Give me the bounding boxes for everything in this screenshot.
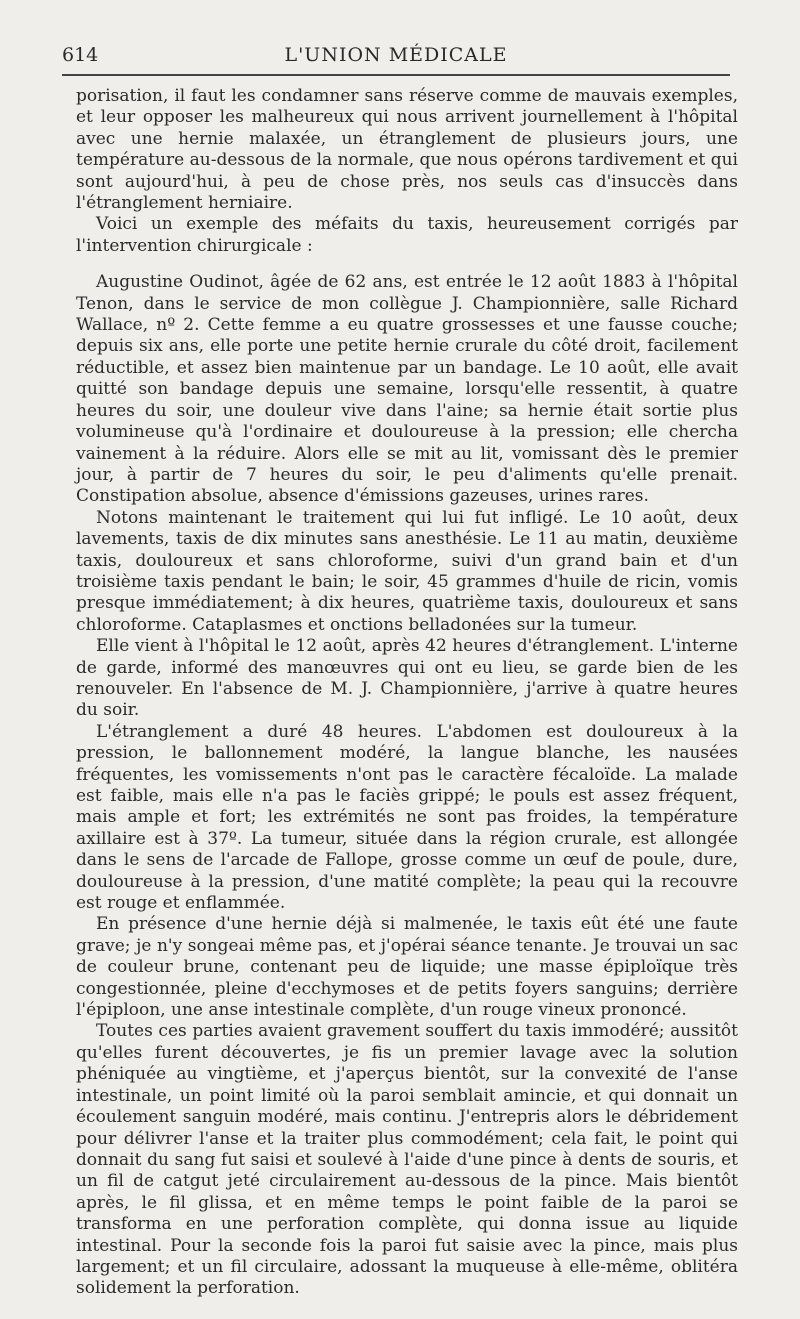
page-number: 614 [62,44,99,66]
body-text [76,86,738,1300]
paragraph-example: Voici un exemple des méfaits du taxis, heureusement corrigés par l'intervention chirurgicale : [76,214,738,256]
paragraph-admission: Elle vient à l'hôpital le 12 août, après 42 heures d'étranglement. L'interne de garde, informé des manœuvres qui ont eu lieu, se garde bien de les renouveler. En l'absence de M. J. Championnière, j'arrive à quatre heures du soir. [76,636,738,721]
paragraph-case-history: Augustine Oudinot, âgée de 62 ans, est entrée le 12 août 1883 à l'hôpital Tenon, dans le service de mon collègue J. Championnière, salle Richard Wallace, nº 2. Cette femme a eu quatre grossesses et une fausse couche; depuis six ans, elle porte une petite hernie crurale du côté droit, facilement réductible, et assez bien maintenue par un bandage. Le 10 août, elle avait quitté son bandage depuis une semaine, lorsqu'elle ressentit, à quatre heures du soir, une douleur vive dans l'aine; sa hernie était sortie plus volumineuse qu'à l'ordinaire et douloureuse à la pression; elle chercha vainement à la réduire. Alors elle se mit au lit, vomissant dès le premier jour, à partir de 7 heures du soir, le peu d'aliments qu'elle prenait. Constipation absolue, absence d'émissions gazeuses, urines rares. [76,272,738,507]
paragraph-intro: porisation, il faut les condamner sans réserve comme de mauvais exemples, et leur opposer les malheureux qui nous arrivent journellement à l'hôpital avec une hernie malaxée, un étranglement de plusieurs jours, une température au-dessous de la normale, que nous opérons tardivement et qui sont aujourd'hui, à peu de chose près, nos seuls cas d'insuccès dans l'étranglement herniaire. [76,86,738,214]
paragraph-operation: En présence d'une hernie déjà si malmenée, le taxis eût été une faute grave; je n'y songeai même pas, et j'opérai séance tenante. Je trouvai un sac de couleur brune, contenant peu de liquide; une masse épiploïque très congestionnée, pleine d'ecchymoses et de petits foyers sanguins; derrière l'épiploon, une anse intestinale complète, d'un rouge vineux prononcé. [76,914,738,1021]
running-title: L'UNION MÉDICALE [284,44,508,66]
page-header [62,38,730,76]
paragraph-treatment: Notons maintenant le traitement qui lui fut infligé. Le 10 août, deux lavements, taxis de dix minutes sans anesthésie. Le 11 au matin, deuxième taxis, douloureux et sans chloroforme, suivi d'un grand bain et d'un troisième taxis pendant le bain; le soir, 45 grammes d'huile de ricin, vomis presque immédiatement; à dix heures, quatrième taxis, douloureux et sans chloroforme. Cataplasmes et onctions belladonées sur la tumeur. [76,507,738,635]
paragraph-examination: L'étranglement a duré 48 heures. L'abdomen est douloureux à la pression, le ballonnement modéré, la langue blanche, les nausées fréquentes, les vomissements n'ont pas le caractère fécaloïde. La malade est faible, mais elle n'a pas le faciès grippé; le pouls est assez fréquent, mais ample et fort; les extrémités ne sont pas froides, la température axillaire est à 37º. La tumeur, située dans la région crurale, est allongée dans le sens de l'arcade de Fallope, grosse comme un œuf de poule, dure, douloureuse à la pression, d'une matité complète; la peau qui la recouvre est rouge et enflammée. [76,721,738,914]
paragraph-perforation: Toutes ces parties avaient gravement souffert du taxis immodéré; aussitôt qu'elles furent découvertes, je fis un premier lavage avec la solution phéniquée au vingtième, et j'aperçus bientôt, sur la convexité de l'anse intestinale, un point limité où la paroi semblait amincie, et qui donnait un écoulement sanguin modéré, mais continu. J'entrepris alors le débridement pour délivrer l'anse et la traiter plus commodément; cela fait, le point qui donnait du sang fut saisi et soulevé à l'aide d'une pince à dents de souris, et un fil de catgut jeté circulairement au-dessous de la pince. Mais bientôt après, le fil glissa, et en même temps le point faible de la paroi se transforma en une perforation complète, qui donna issue au liquide intestinal. Pour la seconde fois la paroi fut saisie avec la pince, mais plus largement; et un fil circulaire, adossant la muqueuse à elle-même, oblitéra solidement la perforation. [76,1021,738,1299]
